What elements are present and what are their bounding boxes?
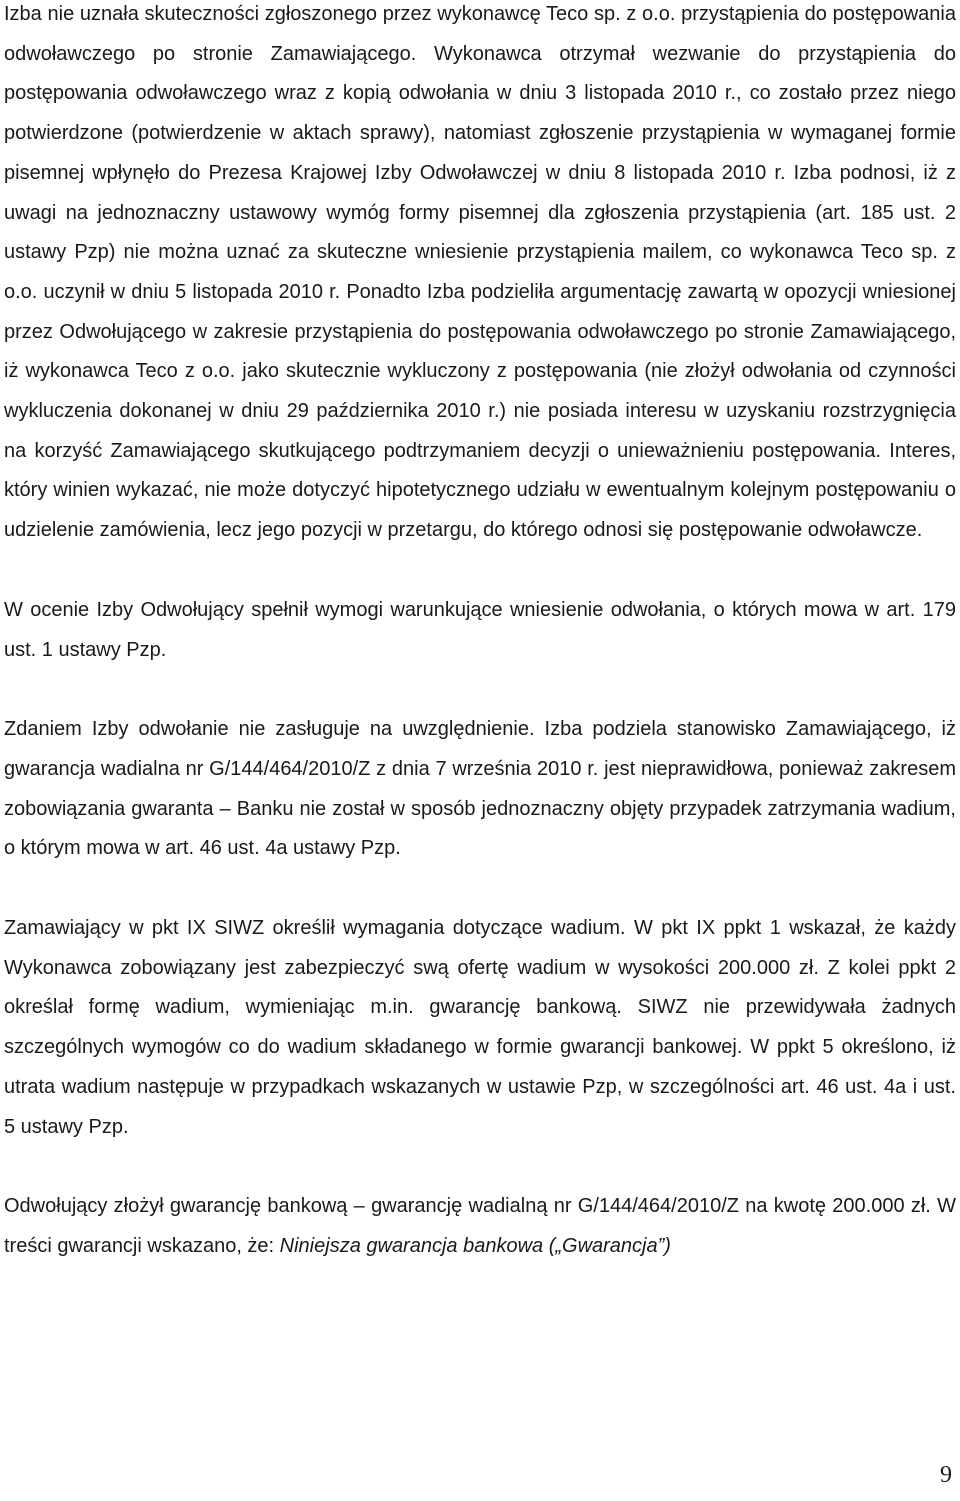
paragraph-assessment: Zdaniem Izby odwołanie nie zasługuje na uwzględnienie. Izba podziela stanowisko Zamawiającego, iż gwarancja wadialna nr G/144/464/2010/Z z dnia 7 września 2010 r. jest nieprawidłowa, ponieważ zakresem zobowiązania gwaranta – Banku nie został w sposób jednoznaczny objęty przypadek zatrzymania wadium, o którym mowa w art. 46 ust. 4a ustawy Pzp. [4,718,956,860]
paragraph-gap [4,869,956,909]
paragraph-guarantee [4,1187,956,1266]
paragraph-gap [4,670,956,710]
page-number: 9 [940,1462,952,1488]
document-body [4,0,956,1267]
paragraph-guarantee-text: Odwołujący złożył gwarancję bankową – gwarancję wadialną nr G/144/464/2010/Z na kwotę 200.000 zł. W treści gwarancji wskazano, że: [4,1195,956,1257]
paragraph-siwz-requirements: Zamawiający w pkt IX SIWZ określił wymagania dotyczące wadium. W pkt IX ppkt 1 wskazał, że każdy Wykonawca zobowiązany jest zabezpieczyć swą ofertę wadium w wysokości 200.000 zł. Z kolei ppkt 2 określał formę wadium, wymieniając m.in. gwarancję bankową. SIWZ nie przewidywała żadnych szczególnych wymogów co do wadium składanego w formie gwarancji bankowej. W ppkt 5 określono, iż utrata wadium następuje w przypadkach wskazanych w ustawie Pzp, w szczególności art. 46 ust. 4a i ust. 5 ustawy Pzp. [4,917,956,1138]
paragraph-standing: W ocenie Izby Odwołujący spełnił wymogi warunkujące wniesienie odwołania, o których mowa w art. 179 ust. 1 ustawy Pzp. [4,598,956,661]
paragraph-intervention: Izba nie uznała skuteczności zgłoszonego przez wykonawcę Teco sp. z o.o. przystąpienia do postępowania odwoławczego po stronie Zamawiającego. Wykonawca otrzymał wezwanie do przystąpienia do postępowania odwoławczego wraz z kopią odwołania w dniu 3 listopada 2010 r., co zostało przez niego potwierdzone (potwierdzenie w aktach sprawy), natomiast zgłoszenie przystąpienia w wymaganej formie pisemnej wpłynęło do Prezesa Krajowej Izby Odwoławczej w dniu 8 listopada 2010 r. Izba podnosi, iż z uwagi na jednoznaczny ustawowy wymóg formy pisemnej dla zgłoszenia przystąpienia (art. 185 ust. 2 ustawy Pzp) nie można uznać za skuteczne wniesienie przystąpienia mailem, co wykonawca Teco sp. z o.o. uczynił w dniu 5 listopada 2010 r. Ponadto Izba podzieliła argumentację zawartą w opozycji wniesionej przez Odwołującego w zakresie przystąpienia do postępowania odwoławczego po stronie Zamawiającego, iż wykonawca Teco z o.o. jako skutecznie wykluczony z postępowania (nie złożył odwołania od czynności wykluczenia dokonanej w dniu 29 października 2010 r.) nie posiada interesu w uzyskaniu rozstrzygnięcia na korzyść Zamawiającego skutkującego podtrzymaniem decyzji o unieważnieniu postępowania. Interes, który winien wykazać, nie może dotyczyć hipotetycznego udziału w ewentualnym kolejnym postępowaniu o udzielenie zamówienia, lecz jego pozycji w przetargu, do którego odnosi się postępowanie odwoławcze. [4,3,956,542]
paragraph-gap [4,551,956,591]
guarantee-quote: Niniejsza gwarancja bankowa („Gwarancja”) [279,1234,671,1257]
paragraph-gap [4,1147,956,1187]
